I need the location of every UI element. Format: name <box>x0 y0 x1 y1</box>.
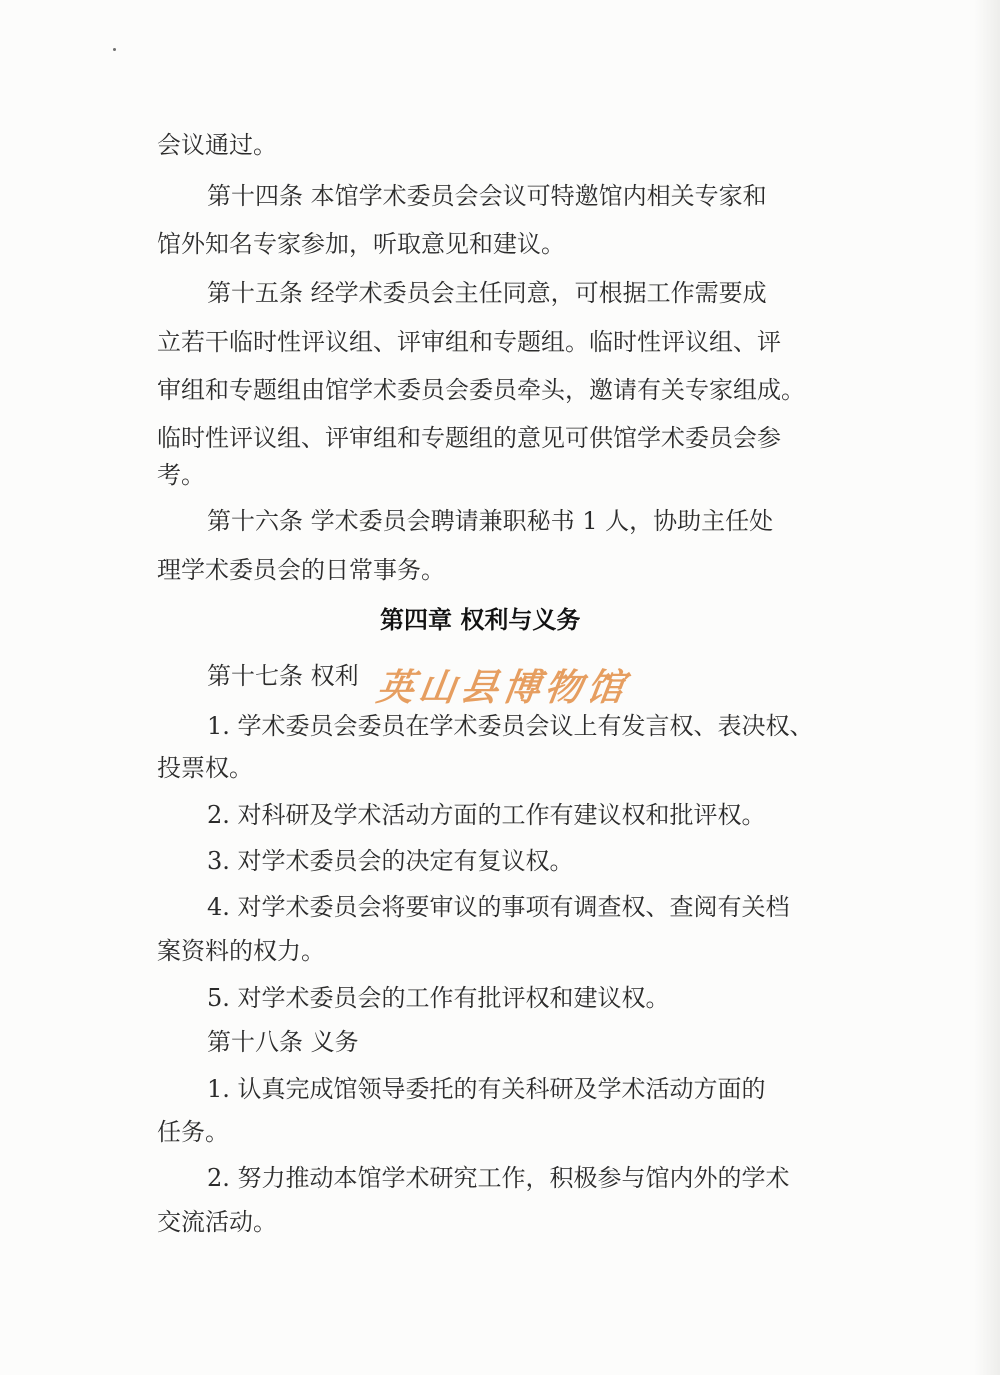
chapter-heading: 第四章 权利与义务 <box>380 606 581 634</box>
scan-shadow-edge <box>974 0 1000 1375</box>
rights-item: 4. 对学术委员会将要审议的事项有调查权、查阅有关档 <box>207 893 790 921</box>
duties-item: 交流活动。 <box>157 1208 277 1236</box>
article-17-heading: 第十七条 权利 <box>207 662 359 690</box>
rights-item: 1. 学术委员会委员在学术委员会议上有发言权、表决权、 <box>207 712 814 740</box>
text-line: 考。 <box>157 461 205 489</box>
text-line: 理学术委员会的日常事务。 <box>157 556 445 584</box>
text-line: 会议通过。 <box>157 131 277 159</box>
article-14-line: 第十四条 本馆学术委员会会议可特邀馆内相关专家和 <box>207 182 767 210</box>
rights-item: 投票权。 <box>157 754 253 782</box>
rights-item: 5. 对学术委员会的工作有批评权和建议权。 <box>207 984 670 1012</box>
museum-watermark: 英山县博物馆 <box>373 665 633 709</box>
duties-item: 2. 努力推动本馆学术研究工作，积极参与馆内外的学术 <box>207 1164 790 1192</box>
duties-item: 任务。 <box>157 1118 229 1146</box>
scan-speck <box>113 48 116 51</box>
article-16-line: 第十六条 学术委员会聘请兼职秘书 1 人，协助主任处 <box>207 507 774 535</box>
rights-item: 2. 对科研及学术活动方面的工作有建议权和批评权。 <box>207 801 766 829</box>
text-line: 审组和专题组由馆学术委员会委员牵头，邀请有关专家组成。 <box>157 376 805 404</box>
text-line: 临时性评议组、评审组和专题组的意见可供馆学术委员会参 <box>157 424 781 452</box>
rights-item: 案资料的权力。 <box>157 937 325 965</box>
text-line: 馆外知名专家参加，听取意见和建议。 <box>157 230 565 258</box>
article-15-line: 第十五条 经学术委员会主任同意，可根据工作需要成 <box>207 279 767 307</box>
rights-item: 3. 对学术委员会的决定有复议权。 <box>207 847 574 875</box>
text-line: 立若干临时性评议组、评审组和专题组。临时性评议组、评 <box>157 328 781 356</box>
duties-item: 1. 认真完成馆领导委托的有关科研及学术活动方面的 <box>207 1075 766 1103</box>
article-18-heading: 第十八条 义务 <box>207 1028 359 1056</box>
